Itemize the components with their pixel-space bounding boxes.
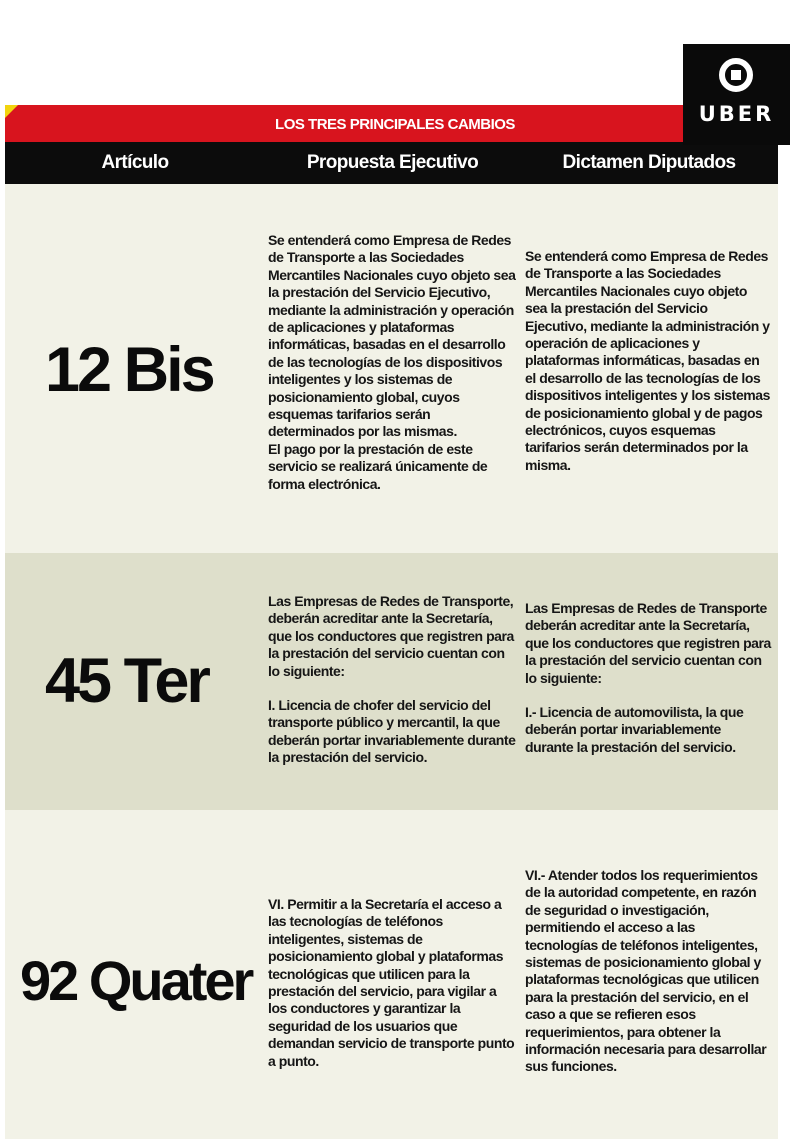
- dictamen-paragraph: Se entenderá como Empresa de Redes de Transporte a las Sociedades Mercantiles Nacionales cuyo objeto sea la prestación del Servicio Ejecutivo, mediante la administración y operación de aplicaciones y plataformas informáticas, basadas en el desarrollo de las tecnologías de los dispositivos inteligentes y los sistemas de posicionamiento global y de pagos electrónicos, cuyos esquemas tarifarios serán determinados por la misma.: [525, 248, 770, 473]
- article-number: 45 Ter: [45, 646, 208, 716]
- table-header: [5, 142, 778, 184]
- propuesta-cell: [268, 896, 516, 1070]
- propuesta-paragraph: El pago por la prestación de este servicio se realizará únicamente de forma electrónica.: [268, 440, 488, 492]
- table-row: [5, 553, 778, 810]
- column-header-dictamen: Dictamen Diputados: [562, 152, 736, 173]
- dictamen-cell: [525, 248, 771, 474]
- dictamen-cell: [525, 600, 771, 756]
- banner-title: LOS TRES PRINCIPALES CAMBIOS: [275, 116, 515, 133]
- propuesta-paragraph: Se entenderá como Empresa de Redes de Transporte a las Sociedades Mercantiles Nacionales cuyo objeto sea la prestación del Servicio Ejecutivo, mediante la administración y operación de aplicaciones y plataformas informáticas, basadas en el desarrollo de las tecnologías de los dispositivos inteligentes y los sistemas de posicionamiento global, cuyos esquemas tarifarios serán determinados por las mismas.: [268, 232, 516, 440]
- dictamen-paragraph: I.- Licencia de automovilista, la que deberán portar invariablemente durante la prestación del servicio.: [525, 704, 744, 755]
- title-banner: [5, 105, 776, 142]
- propuesta-paragraph: VI. Permitir a la Secretaría el acceso a las tecnologías de teléfonos inteligentes, sistemas de posicionamiento global y plataformas tecnológicas que utilicen para la prestación del servicio, para vigilar a los conductores y garantizar la seguridad de los usuarios que demandan servicio de transporte punto a punto.: [268, 896, 515, 1069]
- uber-wordmark: UBER: [698, 102, 775, 126]
- column-header-propuesta: Propuesta Ejecutivo: [306, 152, 479, 173]
- propuesta-paragraph: Las Empresas de Redes de Transporte, deberán acreditar ante la Secretaría, que los conductores que registren para la prestación del servicio cuentan con lo siguiente:: [268, 593, 514, 679]
- article-number: 12 Bis: [45, 335, 213, 405]
- propuesta-cell: [268, 232, 516, 493]
- article-number: 92 Quater: [20, 949, 252, 1012]
- dictamen-paragraph: VI.- Atender todos los requerimientos de la autoridad competente, en razón de seguridad o investigación, permitiendo el acceso a las tecnologías de teléfonos inteligentes, sistemas de posicionamiento global y plataformas tecnológicas que utilicen para la prestación del servicio, en el caso a que se refieren esos requerimientos, para obtener la información necesaria para desarrollar sus funciones.: [525, 867, 767, 1075]
- column-header-articulo: Artículo: [101, 152, 169, 173]
- dictamen-cell: [525, 867, 771, 1076]
- uber-logo: [683, 44, 790, 145]
- uber-mark-icon: [719, 58, 753, 92]
- table-row: [5, 184, 778, 553]
- table-row: [5, 810, 778, 1139]
- propuesta-paragraph: I. Licencia de chofer del servicio del transporte público y mercantil, la que deberán portar invariablemente durante la prestación del servicio.: [268, 697, 516, 766]
- dictamen-paragraph: Las Empresas de Redes de Transporte deberán acreditar ante la Secretaría, que los conductores que registren para la prestación del servicio cuentan con lo siguiente:: [525, 600, 771, 686]
- propuesta-cell: [268, 593, 516, 767]
